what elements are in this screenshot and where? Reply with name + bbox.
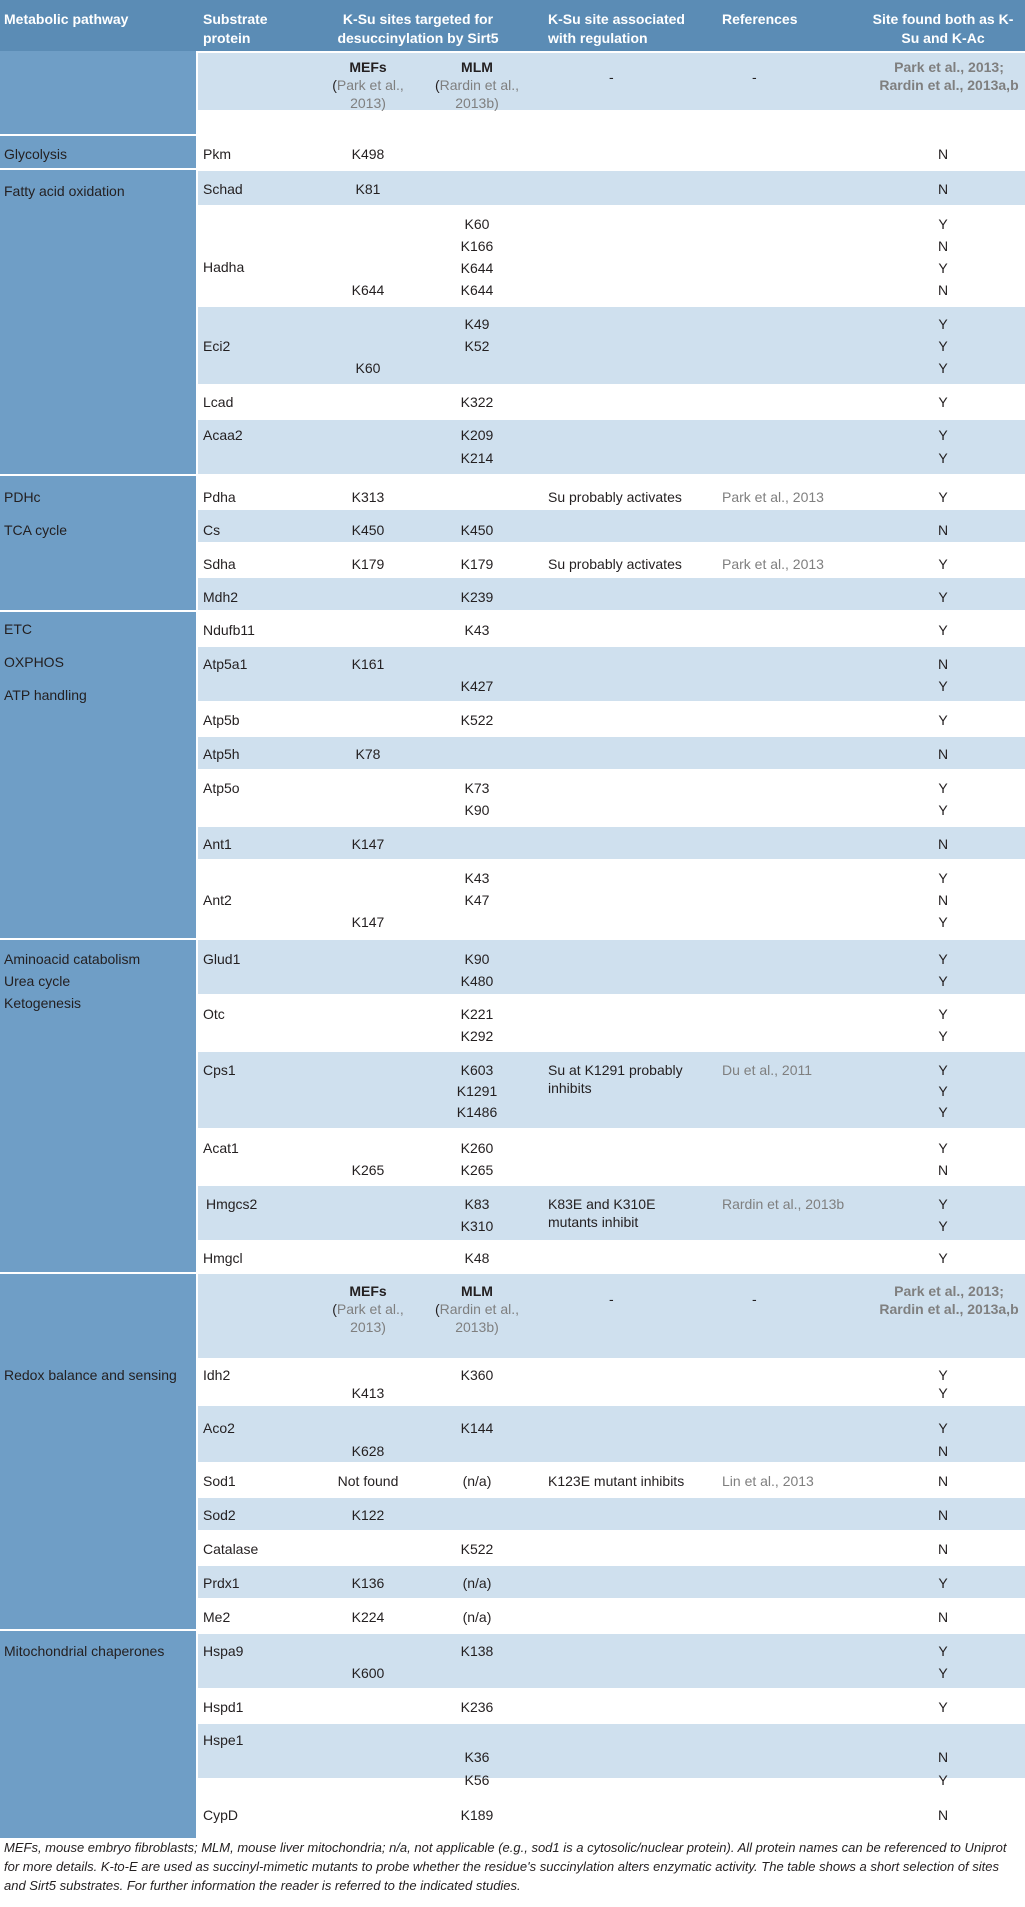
mlm-site: K360 [460,1367,494,1383]
mlm-site: K179 [460,556,494,572]
mlm-site: K522 [460,712,494,728]
mlm-site: K90 [464,951,490,967]
pathway-label: Urea cycle [4,973,71,989]
protein-name: Glud1 [203,951,241,967]
protein-name: Schad [203,181,243,197]
mef-site: K147 [351,914,385,930]
site-both: Y [938,914,948,930]
header-ksu-targeted: K-Su sites targeted for desuccinylation by Sirt5 [337,11,499,46]
pathway-label: TCA cycle [4,522,68,538]
mlm-site: K73 [464,780,490,796]
regulation-text: Su at K1291 probably inhibits [548,1062,683,1096]
pathway-label: Ketogenesis [4,995,82,1011]
protein-name: Pdha [203,489,236,505]
mlm-site: K36 [464,1749,490,1765]
site-both: N [937,1541,949,1557]
site-both: Y [938,678,948,694]
pathway-column [0,51,196,1838]
pathway-label: ATP handling [4,687,87,703]
mef-site: K413 [351,1385,385,1401]
site-both: Y [938,316,948,332]
mef-site: K644 [351,282,385,298]
regulation-text: K123E mutant inhibits [548,1473,685,1489]
pathway-label: Fatty acid oxidation [4,183,125,199]
mlm-site: K144 [460,1420,494,1436]
protein-name: Catalase [203,1541,259,1557]
mlm-site: K310 [460,1218,494,1234]
reference-text: Lin et al., 2013 [722,1473,814,1489]
protein-name: Hadha [203,259,245,275]
site-both: Y [938,427,948,443]
site-both: N [937,1162,949,1178]
mef-site: K60 [355,360,381,376]
protein-name: Otc [203,1006,225,1022]
site-both: N [937,1443,949,1459]
site-both: Y [938,870,948,886]
protein-name: Hmgcl [203,1250,243,1266]
pathway-label: Redox balance and sensing [4,1367,177,1383]
mlm-site: K221 [460,1006,494,1022]
site-both: Y [938,1104,948,1120]
site-both: Y [938,1196,948,1212]
site-both: N [937,282,949,298]
protein-name: Ant2 [203,892,232,908]
mef-site: K628 [351,1443,385,1459]
protein-name: Sod2 [203,1507,236,1523]
site-both: Y [938,394,948,410]
site-both: Y [938,951,948,967]
site-both: Y [938,1083,948,1099]
mlm-site: K47 [464,892,490,908]
header-site-both: Site found both as K-Su and K-Ac [872,11,1014,46]
site-both: N [937,892,949,908]
mef-site: K136 [351,1575,385,1591]
site-both: Y [938,1385,948,1401]
site-both: N [937,1609,949,1625]
pathway-label: Glycolysis [4,146,68,162]
reference-text: Rardin et al., 2013b [722,1196,845,1212]
mlm-site: (n/a) [462,1609,492,1625]
group-divider [0,474,1025,476]
mlm-site: K603 [460,1062,494,1078]
protein-name: Lcad [203,394,234,410]
reference-text: Du et al., 2011 [722,1062,813,1078]
mef-site: K81 [355,181,381,197]
mlm-site: K265 [460,1162,494,1178]
mlm-site: K239 [460,589,494,605]
mlm-site: K189 [460,1807,494,1823]
mlm-site: K90 [464,802,490,818]
mlm-site: K260 [460,1140,494,1156]
mlm-site: K52 [464,338,490,354]
subheader-site-ref: Park et al., 2013; Rardin et al., 2013a,b [879,59,1019,93]
site-both: Y [938,622,948,638]
protein-name: Idh2 [203,1367,231,1383]
mlm-site: K56 [464,1772,490,1788]
mlm-site: K1291 [456,1083,498,1099]
regulation-text: K83E and K310E mutants inhibit [548,1196,656,1230]
mef-site: K498 [351,146,385,162]
pathway-label: Mitochondrial chaperones [4,1643,165,1659]
mef-site: K224 [351,1609,385,1625]
protein-name: Eci2 [203,338,231,354]
protein-name: Aco2 [203,1420,235,1436]
mef-site: K450 [351,522,385,538]
protein-name: Sdha [203,556,236,572]
site-both: Y [938,556,948,572]
site-both: N [937,1473,949,1489]
protein-name: Ndufb11 [203,622,255,638]
site-both: Y [938,260,948,276]
mlm-site: K166 [460,238,494,254]
mlm-site: K644 [460,282,494,298]
group-divider [0,1272,1025,1274]
site-both: Y [938,1575,948,1591]
mlm-site: (n/a) [462,1473,492,1489]
site-both: N [937,1507,949,1523]
subheader-mlm: MLM (Rardin et al., 2013b) [434,1283,520,1335]
reference-text: Park et al., 2013 [722,489,824,505]
site-both: Y [938,712,948,728]
site-both: Y [938,450,948,466]
mlm-site: K236 [460,1699,494,1715]
protein-name: Hspe1 [203,1732,244,1748]
site-both: N [937,836,949,852]
site-both: Y [938,489,948,505]
mlm-site: K292 [460,1028,494,1044]
site-both: Y [938,1420,948,1436]
protein-name: Mdh2 [203,589,239,605]
header-substrate: Substrate protein [203,11,268,46]
mlm-site: K522 [460,1541,494,1557]
protein-name: Atp5h [203,746,240,762]
mlm-site: K322 [460,394,494,410]
mef-site: Not found [337,1473,399,1489]
site-both: Y [938,216,948,232]
protein-name: Me2 [203,1609,231,1625]
site-both: Y [938,338,948,354]
group-divider [0,1629,1025,1631]
mef-site: K600 [351,1665,385,1681]
site-both: Y [938,1699,948,1715]
protein-name: Atp5b [203,712,240,728]
site-both: Y [938,360,948,376]
mlm-site: K48 [464,1250,490,1266]
site-both: Y [938,1250,948,1266]
protein-name: Cps1 [203,1062,236,1078]
mlm-site: K427 [460,678,494,694]
mlm-site: K43 [464,622,490,638]
site-both: N [937,238,949,254]
protein-name: Hspd1 [203,1699,244,1715]
group-divider [0,610,1025,612]
protein-name: Ant1 [203,836,232,852]
protein-name: Acat1 [203,1140,239,1156]
subheader-dash: - [752,1291,757,1307]
mef-site: K179 [351,556,385,572]
site-both: Y [938,1140,948,1156]
protein-name: Pkm [203,146,231,162]
site-both: Y [938,780,948,796]
subheader-mefs: MEFs (Park et al., 2013) [332,59,404,111]
mlm-site: K49 [464,316,490,332]
site-both: N [937,656,949,672]
site-both: N [937,146,949,162]
mef-site: K78 [355,746,381,762]
table-footnote: MEFs, mouse embryo fibroblasts; MLM, mouse liver mitochondria; n/a, not applicable (e.g., sod1 is a cytosolic/nuclear protein). All protein names can be referenced to Uniprot for more details. K-to-E are used as succinyl-mimetic mutants to probe whether the residue's succinylation alters enzymatic activity. The table shows a short selection of sites and Sirt5 substrates. For further information the reader is referred to the indicated studies. [4,1840,1007,1893]
site-both: Y [938,1772,948,1788]
subheader-dash: - [609,1291,614,1307]
pathway-label: PDHc [4,489,41,505]
regulation-text: Su probably activates [548,556,682,572]
protein-name: CypD [203,1807,239,1823]
group-divider [0,134,1025,136]
mlm-site: K644 [460,260,494,276]
pathway-label: Aminoacid catabolism [4,951,141,967]
protein-name: Hspa9 [203,1643,244,1659]
mlm-site: (n/a) [462,1575,492,1591]
mlm-site: K138 [460,1643,494,1659]
header-pathway: Metabolic pathway [4,11,129,27]
mef-site: K147 [351,836,385,852]
protein-name: Acaa2 [203,427,243,443]
protein-name: Cs [203,522,221,538]
mef-site: K122 [351,1507,385,1523]
mlm-site: K83 [464,1196,490,1212]
protein-name: Atp5a1 [203,656,248,672]
subheader-site-ref: Park et al., 2013; Rardin et al., 2013a,b [879,1283,1019,1317]
pathway-label: OXPHOS [4,654,64,670]
site-both: Y [938,589,948,605]
regulation-text: Su probably activates [548,489,682,505]
subheader-mlm: MLM (Rardin et al., 2013b) [434,59,520,111]
reference-text: Park et al., 2013 [722,556,824,572]
group-divider [0,938,1025,940]
protein-name: Hmgcs2 [206,1196,258,1212]
site-both: Y [938,1218,948,1234]
site-both: Y [938,802,948,818]
protein-name: Sod1 [203,1473,236,1489]
mlm-site: K60 [464,216,490,232]
site-both: Y [938,1643,948,1659]
subheader-dash: - [752,69,757,85]
mlm-site: K214 [460,450,494,466]
site-both: N [937,746,949,762]
site-both: N [937,181,949,197]
protein-name: Prdx1 [203,1575,240,1591]
header-ksu-regulation: K-Su site associated with regulation [548,11,685,46]
site-both: Y [938,1062,948,1078]
mlm-site: K450 [460,522,494,538]
site-both: N [937,1749,949,1765]
site-both: N [937,1807,949,1823]
site-both: Y [938,973,948,989]
mlm-site: K1486 [456,1104,498,1120]
site-both: Y [938,1006,948,1022]
pathway-label: ETC [4,621,32,637]
mef-site: K265 [351,1162,385,1178]
subheader-dash: - [609,69,614,85]
header-references: References [722,11,798,27]
group-divider [0,168,1025,170]
table-header [0,0,1025,51]
mlm-site: K480 [460,973,494,989]
site-both: Y [938,1665,948,1681]
mef-site: K161 [351,656,385,672]
site-both: N [937,522,949,538]
protein-name: Atp5o [203,780,240,796]
subheader-mefs: MEFs (Park et al., 2013) [332,1283,404,1335]
mlm-site: K43 [464,870,490,886]
mlm-site: K209 [460,427,494,443]
site-both: Y [938,1028,948,1044]
mef-site: K313 [351,489,385,505]
site-both: Y [938,1367,948,1383]
